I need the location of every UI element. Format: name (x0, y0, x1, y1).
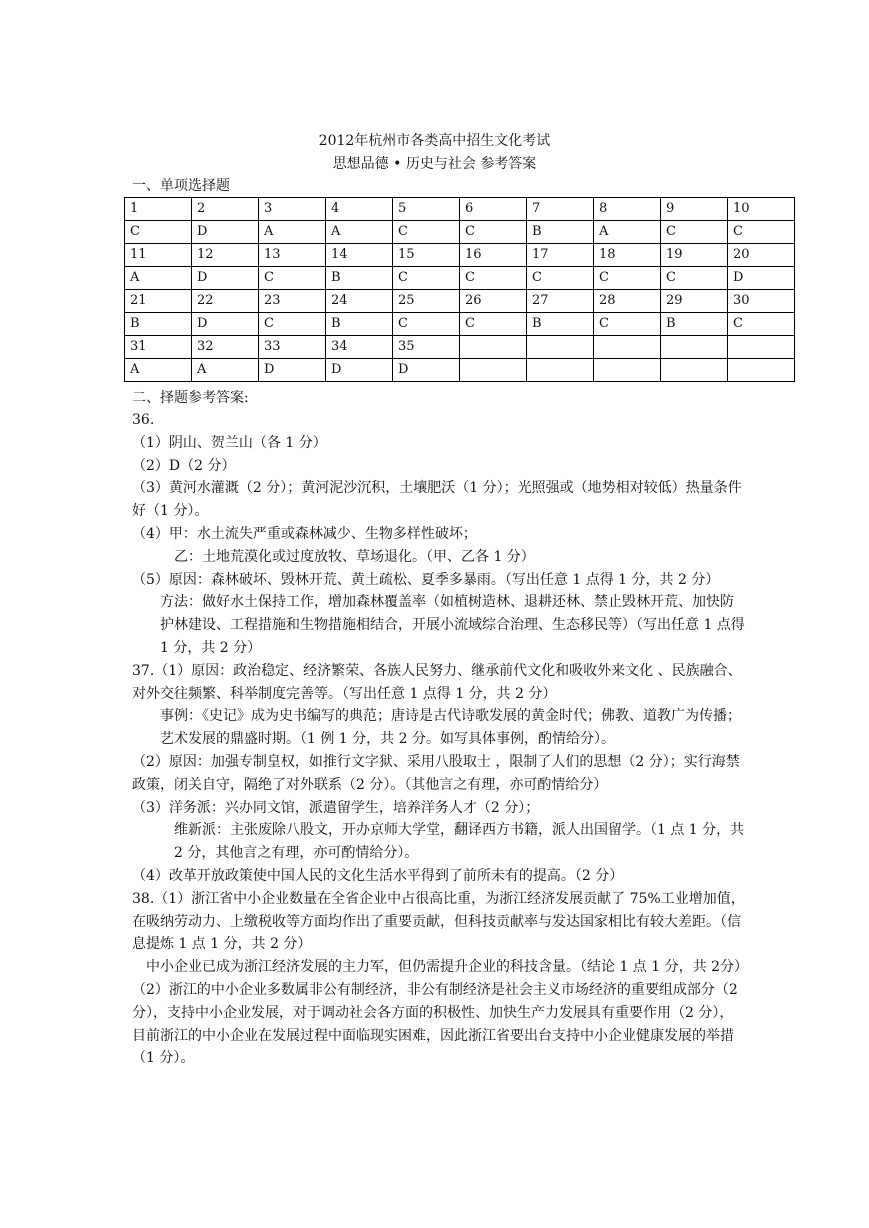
table-cell: 2 (192, 198, 259, 221)
table-cell: 3 (259, 198, 326, 221)
answer-line: （4）改革开放政策使中国人民的文化生活水平得到了前所未有的提高。（2 分） (132, 867, 624, 884)
table-cell: B (527, 221, 594, 244)
table-row (125, 267, 795, 290)
table-cell: D (393, 359, 460, 382)
table-cell: B (527, 313, 594, 336)
table-cell: C (259, 267, 326, 290)
table-cell: A (326, 221, 393, 244)
table-cell: C (594, 313, 661, 336)
table-cell: 28 (594, 290, 661, 313)
answer-line: 38.（1）浙江省中小企业数量在全省企业中占很高比重，为浙江经济发展贡献了 75%工业增加值，在吸纳劳动力、上缴税收等方面均作出了重要贡献，但科技贡献率与发达国家相比有较大差距。（信息提炼 1 点 1 分，共 2 分） (132, 890, 745, 953)
table-cell: A (259, 221, 326, 244)
answer-line: 事例：《史记》成为史书编写的典范；唐诗是古代诗歌发展的黄金时代；佛教、道教广为传播；艺术发展的鼎盛时期。（1 例 1 分，共 2 分。如写具体事例，酌情给分）。 (160, 708, 741, 748)
table-cell: 30 (728, 290, 795, 313)
table-cell: 17 (527, 244, 594, 267)
answer-line: （3）洋务派：兴办同文馆，派遣留学生，培养洋务人才（2 分）； (132, 799, 540, 816)
table-cell: 27 (527, 290, 594, 313)
table-cell: D (728, 267, 795, 290)
table-cell: 20 (728, 244, 795, 267)
table-cell: D (192, 221, 259, 244)
table-row (125, 244, 795, 267)
table-row (125, 221, 795, 244)
table-cell: 35 (393, 336, 460, 359)
table-cell: B (125, 313, 192, 336)
table-cell: 25 (393, 290, 460, 313)
table-row (125, 290, 795, 313)
table-cell: C (661, 267, 728, 290)
table-cell: C (594, 267, 661, 290)
table-row (125, 336, 795, 359)
table-cell: B (326, 267, 393, 290)
table-cell: B (661, 313, 728, 336)
document-title: 2012年杭州市各类高中招生文化考试 (318, 133, 551, 149)
table-cell: C (393, 221, 460, 244)
answer-line: （1）阴山、贺兰山（各 1 分） (132, 434, 327, 451)
table-cell: B (326, 313, 393, 336)
table-cell: C (460, 221, 527, 244)
table-cell: 14 (326, 244, 393, 267)
answer-line: （2）D（2 分） (132, 457, 236, 474)
answer-line: 36. (132, 412, 155, 428)
table-cell: 31 (125, 336, 192, 359)
document-subtitle: 思想品德 • 历史与社会 参考答案 (332, 156, 537, 172)
table-cell: A (125, 267, 192, 290)
table-cell: 12 (192, 244, 259, 267)
answer-table (124, 197, 795, 382)
table-cell: 1 (125, 198, 192, 221)
table-cell: 11 (125, 244, 192, 267)
table-cell: 26 (460, 290, 527, 313)
table-cell: 15 (393, 244, 460, 267)
answer-line: 乙：土地荒漠化或过度放牧、草场退化。（甲、乙各 1 分） (174, 548, 535, 565)
table-cell: 8 (594, 198, 661, 221)
table-cell (527, 359, 594, 382)
table-cell: C (393, 313, 460, 336)
table-cell: C (661, 221, 728, 244)
table-cell: 7 (527, 198, 594, 221)
table-cell: 4 (326, 198, 393, 221)
answer-line: 37.（1）原因：政治稳定、经济繁荣、各族人民努力、继承前代文化和吸收外来文化 、民族融合、对外交往频繁、科举制度完善等。（写出任意 1 点得 1 分，共 2 分） (132, 662, 742, 702)
table-cell: C (527, 267, 594, 290)
table-cell: C (460, 267, 527, 290)
table-cell: 10 (728, 198, 795, 221)
table-row (125, 359, 795, 382)
table-cell: 22 (192, 290, 259, 313)
table-cell: A (594, 221, 661, 244)
answer-line: （4）甲：水土流失严重或森林减少、生物多样性破坏； (132, 525, 477, 542)
table-cell: 16 (460, 244, 527, 267)
table-cell: D (192, 267, 259, 290)
table-cell (594, 336, 661, 359)
table-cell: 6 (460, 198, 527, 221)
table-cell: 9 (661, 198, 728, 221)
table-cell (527, 336, 594, 359)
answer-line: （2）原因：加强专制皇权，如推行文字狱、采用八股取士 ，限制了人们的思想（2 分）；实行海禁政策，闭关自守，隔绝了对外联系（2 分）。（其他言之有理，亦可酌情给分） (132, 753, 740, 793)
table-cell: 18 (594, 244, 661, 267)
table-cell: D (192, 313, 259, 336)
table-cell: 29 (661, 290, 728, 313)
table-cell (661, 359, 728, 382)
table-cell: 13 (259, 244, 326, 267)
table-cell: C (728, 313, 795, 336)
table-cell: C (259, 313, 326, 336)
table-cell: C (125, 221, 192, 244)
answer-body (132, 409, 746, 1070)
table-cell (460, 336, 527, 359)
table-cell: 33 (259, 336, 326, 359)
table-cell: 19 (661, 244, 728, 267)
table-cell: C (393, 267, 460, 290)
answer-line: （3）黄河水灌溉（2 分）；黄河泥沙沉积，土壤肥沃（1 分）；光照强或（地势相对较低）热量条件好（1 分）。 (132, 480, 742, 520)
table-row (125, 198, 795, 221)
table-cell: 34 (326, 336, 393, 359)
table-cell (728, 336, 795, 359)
table-cell: 32 (192, 336, 259, 359)
table-cell: D (259, 359, 326, 382)
table-cell (594, 359, 661, 382)
answer-line: 维新派：主张废除八股文，开办京师大学堂，翻译西方书籍，派人出国留学。（1 点 1 分，共 2 分，其他言之有理，亦可酌情给分）。 (174, 822, 745, 862)
table-cell: A (125, 359, 192, 382)
answer-line: 中小企业已成为浙江经济发展的主力军，但仍需提升企业的科技含量。（结论 1 点 1 分，共 2分） (146, 959, 748, 976)
answer-line: 方法：做好水土保持工作，增加森林覆盖率（如植树造林、退耕还林、禁止毁林开荒、加快防护林建设、工程措施和生物措施相结合，开展小流域综合治理、生态移民等）（写出任意 1 点得 1 分，共 2 分） (160, 594, 745, 656)
answer-line: （2）浙江的中小企业多数属非公有制经济，非公有制经济是社会主义市场经济的重要组成部分（2 分），支持中小企业发展，对于调动社会各方面的积极性、加快生产力发展具有重要作用（2 分），目前浙江的中小企业在发展过程中面临现实困难，因此浙江省要出台支持中小企业健康发展的举措（1 分）。 (132, 981, 738, 1067)
section-heading-answers: 二、择题参考答案: (132, 390, 249, 406)
table-cell: C (728, 221, 795, 244)
table-cell: 23 (259, 290, 326, 313)
section-heading-choice: 一、单项选择题 (132, 178, 230, 194)
table-cell (728, 359, 795, 382)
table-cell: 5 (393, 198, 460, 221)
table-cell: A (192, 359, 259, 382)
table-cell: C (460, 313, 527, 336)
table-cell: 21 (125, 290, 192, 313)
table-cell: 24 (326, 290, 393, 313)
table-cell: D (326, 359, 393, 382)
table-cell (661, 336, 728, 359)
answer-line: （5）原因：森林破坏、毁林开荒、黄土疏松、夏季多暴雨。（写出任意 1 点得 1 分，共 2 分） (132, 571, 720, 588)
table-row (125, 313, 795, 336)
table-cell (460, 359, 527, 382)
